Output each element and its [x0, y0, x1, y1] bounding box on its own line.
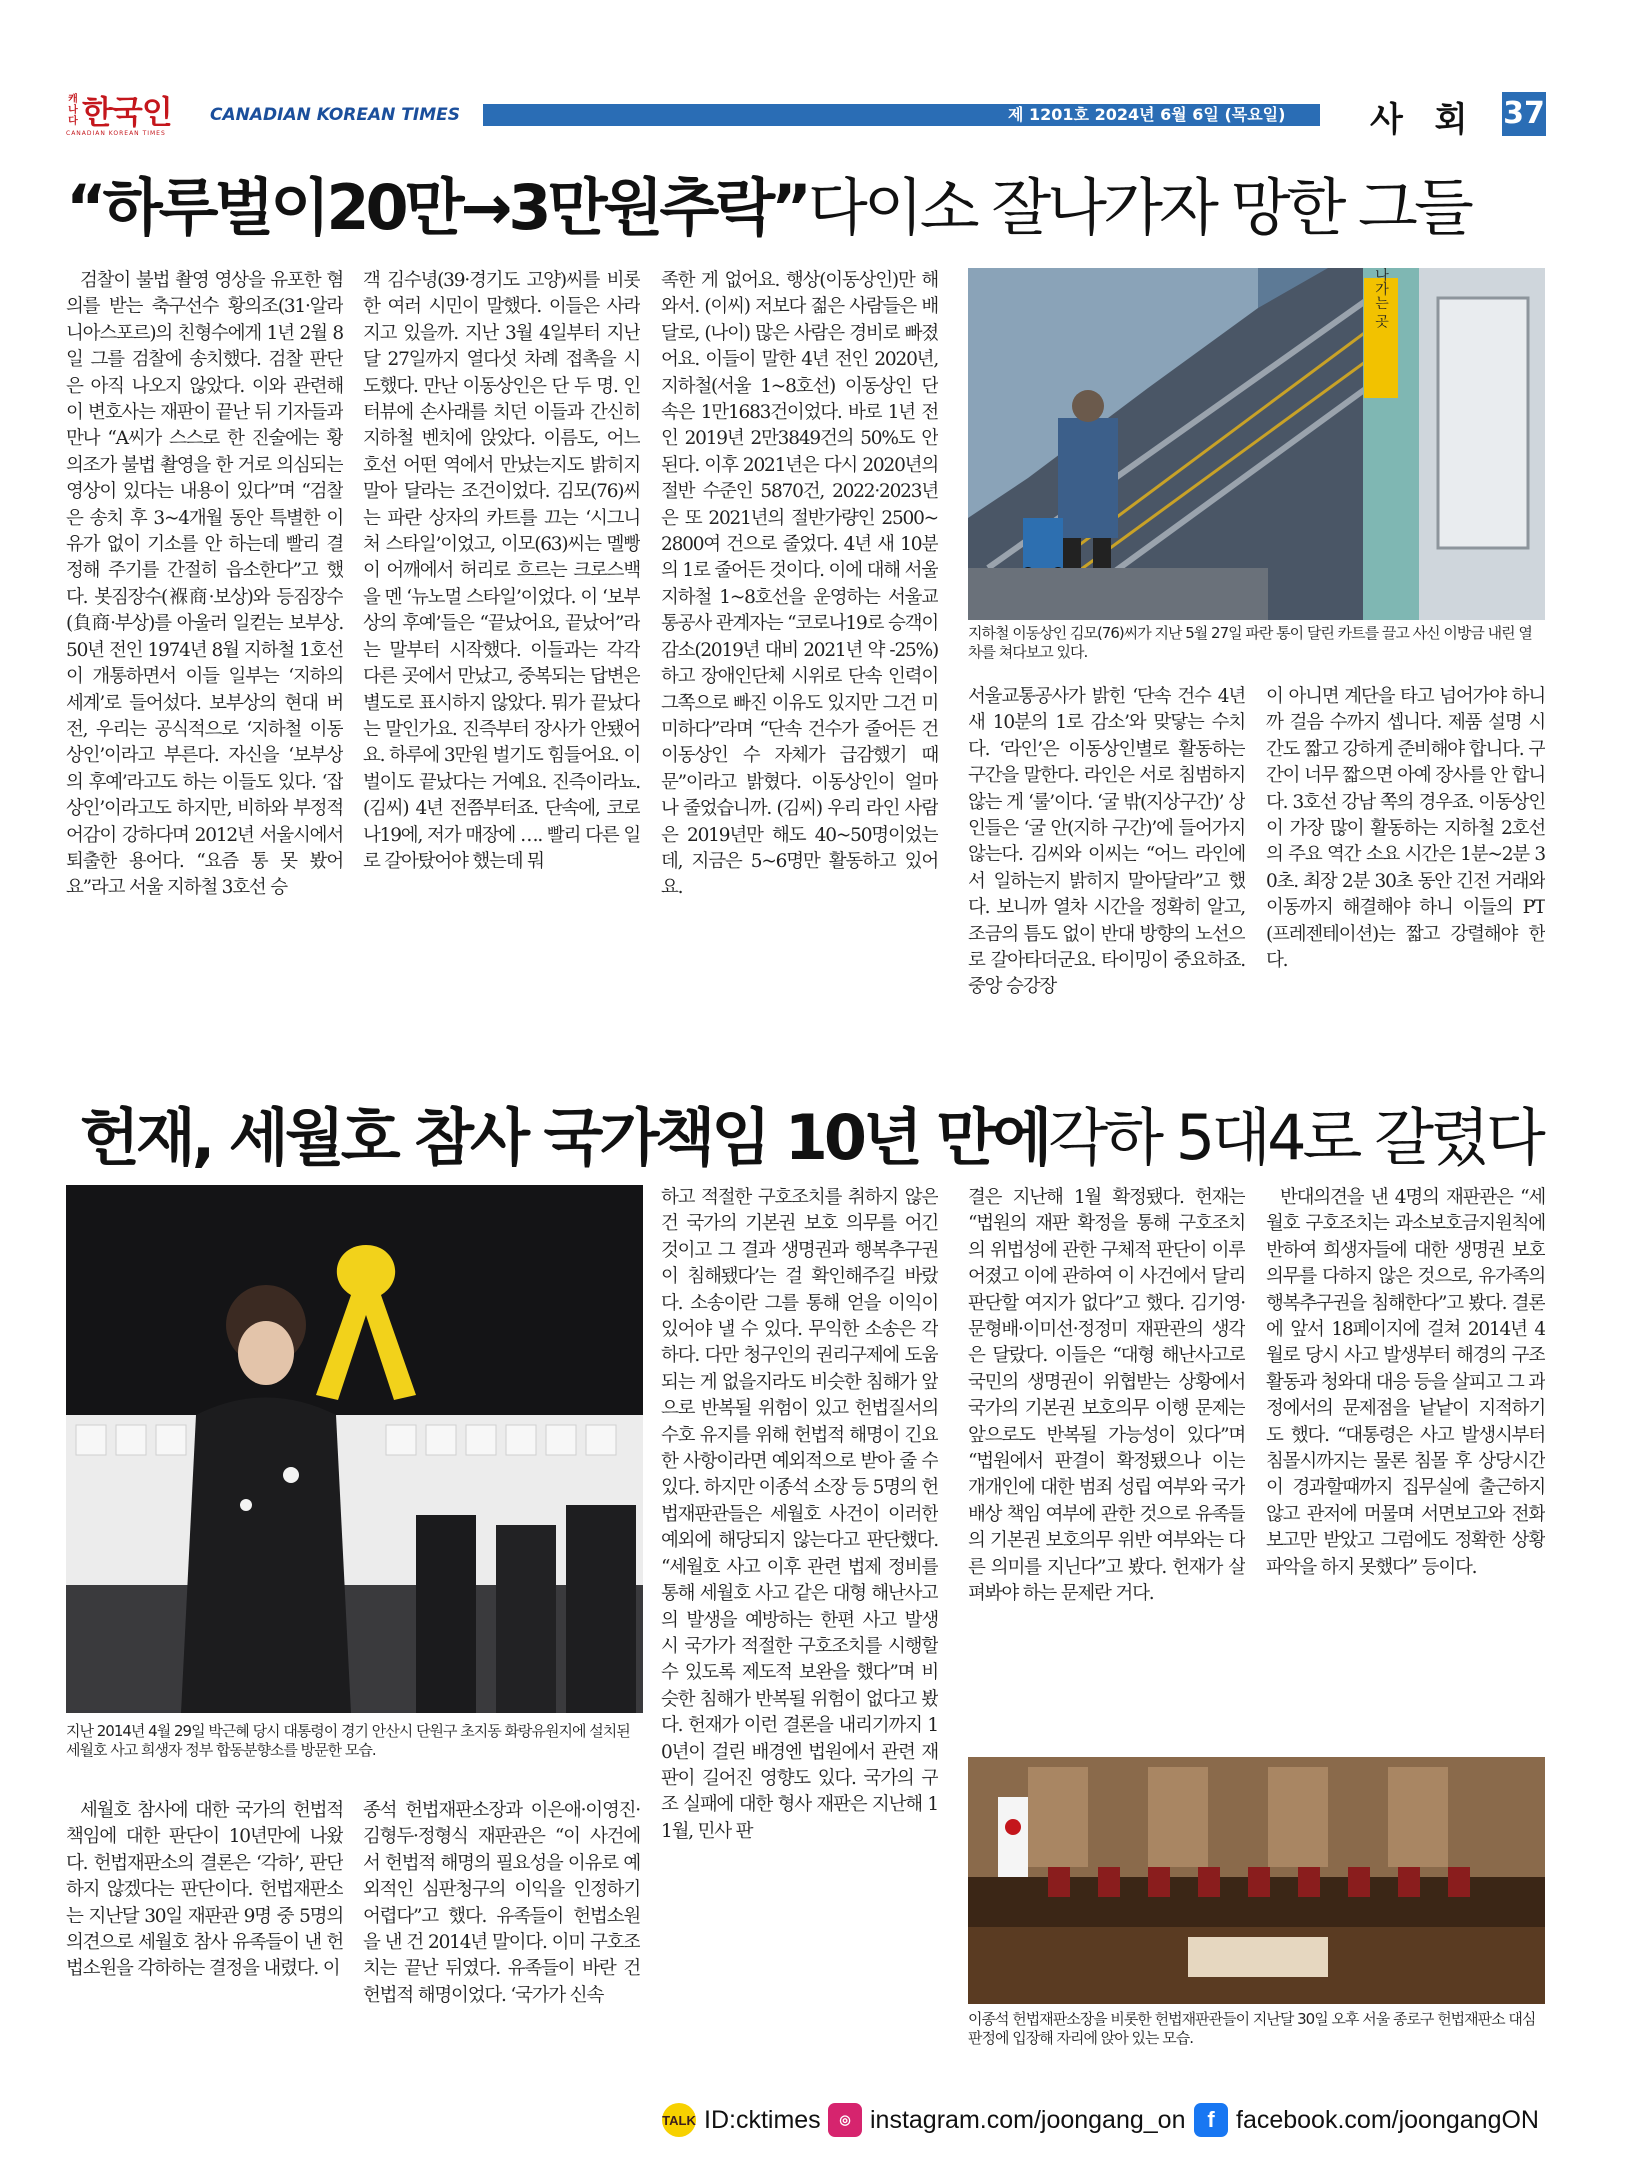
article2-column-c: 하고 적절한 구호조치를 취하지 않은 건 국가의 기본권 보호 의무를 어긴 것이고 그 결과 생명권과 행복추구권이 침해됐다’는 걸 확인해주길 바랐다. 소송이란 그를 통해 얻을 이익이 있어야 낼 수 있다. 무익한 소송은 각하다. 다만 청구인의 권리구제에 도움되는 게 없을지라도 비슷한 침해가 앞으로 반복될 위험이 있고 헌법질서의 수호 유지를 위해 헌법적 해명이 긴요한 사항이라면 예외적으로 받아 줄 수 있다. 하지만 이종석 소장 등 5명의 헌법재판관들은 세월호 사건이 이러한 예외에 해당되지 않는다고 판단했다. “세월호 사고 이후 관련 법제 정비를 통해 세월호 사고 같은 대형 해난사고의 발생을 예방하는 한편 사고 발생 시 국가가 적절한 구호조치를 시행할 수 있도록 제도적 보완을 했다”며 비슷한 침해가 반복될 위험이 없다고 봤다. 헌재가 이런 결론을 내리기까지 10년이 걸린 배경엔 법원에서 관련 재판이 길어진 영향도 있다. 국가의 구조 실패에 대한 형사 재판은 지난해 11월, 민사 판	[661, 1187, 938, 1842]
masthead-english-name: CANADIAN KOREAN TIMES	[210, 105, 460, 125]
memorial-photo	[66, 1185, 643, 1713]
article2-column-a: 세월호 참사에 대한 국가의 헌법적 책임에 대한 판단이 10년만에 나왔다. 헌법재판소의 결론은 ‘각하’, 판단하지 않겠다는 판단이다. 헌법재판소는 지난달 30일 재판관 9명 중 5명의 의견으로 세월호 참사 유족들이 낸 헌법소원을 각하하는 결정을 내렸다. 이	[66, 1800, 343, 1980]
article1-column-2: 객 김수녕(39·경기도 고양)씨를 비롯한 여러 시민이 말했다. 이들은 사라지고 있을까. 지난 3월 4일부터 지난달 27일까지 열다섯 차례 접촉을 시도했다. 만난 이동상인은 단 두 명. 인터뷰에 손사래를 치던 이들과 간신히 지하철 벤치에 앉았다. 이름도, 어느 호선 어떤 역에서 만났는지도 밝히지 말아 달라는 조건이었다. 김모(76)씨는 파란 상자의 카트를 끄는 ‘시그니처 스타일’이었고, 이모(63)씨는 멜빵이 어깨에서 허리로 흐르는 크로스백을 멘 ‘뉴노멀 스타일’이었다. 이 ‘보부상의 후예’들은 “끝났어요, 끝났어”라는 말부터 시작했다. 이들과는 각각 다른 곳에서 만났고, 중복되는 답변은 별도로 표시하지 않았다. 뭐가 끝났다는 말인가요. 진즉부터 장사가 안됐어요. 하루에 3만원 벌기도 힘들어요. 이 벌이도 끝났다는 거예요. 진즉이라뇨. (김씨) 4년 전쯤부터죠. 단속에, 코로나19에, 저가 매장에 …. 빨리 다른 일로 갈아탔어야 했는데 뭐	[363, 270, 640, 872]
logo-name: 한국인	[82, 93, 172, 131]
article2-column-d: 결은 지난해 1월 확정됐다. 헌재는 “법원의 재판 확정을 통해 구호조치의 위법성에 관한 구체적 판단이 이루어졌고 이에 관하여 이 사건에서 달리 판단할 여지가 없다”고 했다. 김기영·문형배·이미선·정정미 재판관의 생각은 달랐다. 이들은 “대형 해난사고로 국민의 생명권이 위협받는 상황에서 국가의 기본권 보호의무 이행 문제는 앞으로도 반복될 가능성이 있다”며 “법원에서 판결이 확정됐으나 이는 개개인에 대한 범죄 성립 여부와 국가 배상 책임 여부에 관한 것으로 유족들의 기본권 보호의무 위반 여부와는 다른 의미를 지닌다”고 봤다. 헌재가 살펴봐야 하는 문제란 거다.	[968, 1187, 1245, 1605]
instagram-icon: ◎	[828, 2103, 862, 2137]
memorial-photo-caption: 지난 2014년 4월 29일 박근혜 당시 대통령이 경기 안산시 단원구 초지동 화랑유원지에 설치된 세월호 사고 희생자 정부 합동분향소를 방문한 모습.	[66, 1722, 630, 1759]
subway-vendor-photo	[968, 268, 1545, 620]
article1-column-5: 이 아니면 계단을 타고 넘어가야 하니까 걸음 수까지 셉니다. 제품 설명 시간도 짧고 강하게 준비해야 합니다. 구간이 너무 짧으면 아예 장사를 안 합니다. 3호선 강남 쪽의 경우죠. 이동상인이 가장 많이 활동하는 지하철 2호선의 주요 역간 소요 시간은 1분~2분 30초. 최장 2분 30초 동안 긴전 거래와 이동까지 해결해야 하니 이들의 PT(프레젠테이션)는 짧고 강렬해야 한다.	[1266, 686, 1545, 972]
constitutional-court-photo	[968, 1757, 1545, 2004]
article2-headline-bold: 헌재, 세월호 참사 국가책임 10년 만에	[80, 1101, 1049, 1174]
page-number: 37	[1502, 92, 1546, 136]
footer-instagram	[828, 2100, 1185, 2140]
article2-headline-light: 각하 5대4로 갈렸다	[1048, 1101, 1542, 1174]
article1-headline-light: 다이소 잘나가자 망한 그들	[807, 171, 1470, 244]
court-photo-caption: 이종석 헌법재판소장을 비롯한 헌법재판관들이 지난달 30일 오후 서울 종로구 헌법재판소 대심판정에 입장해 자리에 앉아 있는 모습.	[968, 2010, 1536, 2047]
article2-column-b: 종석 헌법재판소장과 이은애·이영진·김형두·정형식 재판관은 “이 사건에서 헌법적 해명의 필요성을 이유로 예외적인 심판청구의 이익을 인정하기 어렵다”고 했다. 유족들이 헌법소원을 낸 건 2014년 말이다. 이미 구호조치는 끝난 뒤였다. 유족들이 바란 건 헌법적 해명이었다. ‘국가가 신속	[363, 1800, 640, 2006]
article1-column-4: 서울교통공사가 밝힌 ‘단속 건수 4년 새 10분의 1로 감소’와 맞닿는 수치다. ‘라인’은 이동상인별로 활동하는 구간을 말한다. 라인은 서로 침범하지 않는 게 ‘룰’이다. ‘굴 밖(지상구간)’ 상인들은 ‘굴 안(지하 구간)’에 들어가지 않는다. 김씨와 이씨는 “어느 라인에서 일하는지 밝히지 말아달라”고 했다. 보니까 열차 시간을 정확히 알고, 조금의 틈도 없이 반대 방향의 노선으로 갈아타더군요. 타이밍이 중요하죠. 중앙 승강장	[968, 686, 1245, 998]
facebook-icon: f	[1194, 2103, 1228, 2137]
footer-facebook	[1194, 2100, 1539, 2140]
facebook-link[interactable]: facebook.com/joongangON	[1236, 2105, 1539, 2134]
newspaper-logo	[66, 90, 200, 130]
article1-column-1: 검찰이 불법 촬영 영상을 유포한 혐의를 받는 축구선수 황의조(31·알라니아스포르)의 친형수에게 1년 2월 8일 그를 검찰에 송치했다. 검찰 판단은 아직 나오지 않았다. 이와 관련해 이 변호사는 재판이 끝난 뒤 기자들과 만나 “A씨가 스스로 한 진술에는 황의조가 불법 촬영을 한 거로 의심되는 영상이 있다는 내용이 있다”며 “검찰은 송치 후 3~4개월 동안 특별한 이유가 없이 기소를 안 하는데 빨리 결정해 주기를 간절히 읍소한다”고 했다. 봇짐장수(褓商·보상)와 등짐장수(負商·부상)를 아울러 일컫는 보부상. 50년 전인 1974년 8월 지하철 1호선이 개통하면서 이들 일부는 ‘지하의 세계’로 들어섰다. 보부상의 현대 버전, 우리는 공식적으로 ‘지하철 이동상인’이라고 부른다. 자신을 ‘보부상의 후예’라고도 하는 이들도 있다. ‘잡상인’이라고도 하지만, 비하와 부정적 어감이 강하다며 2012년 서울시에서 퇴출한 용어다. “요즘 통 못 봤어요”라고 서울 지하철 3호선 승	[66, 270, 343, 899]
article2-column-e: 반대의견을 낸 4명의 재판관은 “세월호 구호조치는 과소보호금지원칙에 반하여 희생자들에 대한 생명권 보호의무를 다하지 않은 것으로, 유가족의 행복추구권을 침해한다”고 봤다. 결론에 앞서 18페이지에 걸쳐 2014년 4월로 당시 사고 발생부터 해경의 구조 활동과 청와대 대응 등을 살피고 그 과정에서의 문제점을 낱낱이 지적하기도 했다. “대통령은 사고 발생시부터 침몰시까지는 물론 침몰 후 상당시간이 경과할때까지 집무실에 출근하지 않고 관저에 머물며 서면보고와 전화보고만 받았고 그럼에도 정확한 상황파악을 하지 못했다” 등이다.	[1266, 1187, 1545, 1578]
exit-sign-text: 나가는 곳	[1373, 268, 1389, 329]
article1-headline-bold: “하루벌이20만→3만원추락”	[66, 171, 808, 244]
article1-column-3: 족한 게 없어요. 행상(이동상인)만 해 와서. (이씨) 저보다 젊은 사람들은 배달로, (나이) 많은 사람은 경비로 빠졌어요. 이들이 말한 4년 전인 2020년, 지하철(서울 1~8호선) 이동상인 단속은 1만1683건이었다. 바로 1년 전인 2019년 2만3849건의 50%도 안 된다. 이후 2021년은 다시 2020년의 절반 수준인 5870건, 2022·2023년은 또 2021년의 절반가량인 2500~2800여 건으로 줄었다. 4년 새 10분의 1로 줄어든 것이다. 이에 대해 서울 지하철 1~8호선을 운영하는 서울교통공사 관계자는 “코로나19로 승객이 감소(2019년 대비 2021년 약 -25%)하고 장애인단체 시위로 단속 인력이 그쪽으로 빠진 이유도 있지만 그건 미미하다”라며 “단속 건수가 줄어든 건 이동상인 수 자체가 급감했기 때문”이라고 밝혔다. 이동상인이 얼마나 줄었습니까. (김씨) 우리 라인 사람은 2019년만 해도 40~50명이었는데, 지금은 5~6명만 활동하고 있어요.	[661, 270, 938, 899]
issue-date: 제 1201호 2024년 6월 6일 (목요일)	[1008, 105, 1286, 124]
footer-kakao	[662, 2100, 821, 2140]
article2-headline	[80, 1088, 1550, 1177]
article1-headline	[66, 158, 1561, 247]
kakao-id[interactable]: ID:cktimes	[704, 2105, 821, 2134]
logo-subtitle: CANADIAN KOREAN TIMES	[66, 130, 166, 137]
kakaotalk-icon: TALK	[662, 2103, 696, 2137]
section-title: 사 회	[1370, 100, 1478, 140]
logo-vertical-text: 캐나다	[68, 93, 78, 127]
instagram-link[interactable]: instagram.com/joongang_on	[870, 2105, 1186, 2134]
subway-photo-caption: 지하철 이동상인 김모(76)씨가 지난 5월 27일 파란 통이 달린 카트를 끌고 사신 이방금 내린 열차를 쳐다보고 있다.	[968, 624, 1532, 661]
